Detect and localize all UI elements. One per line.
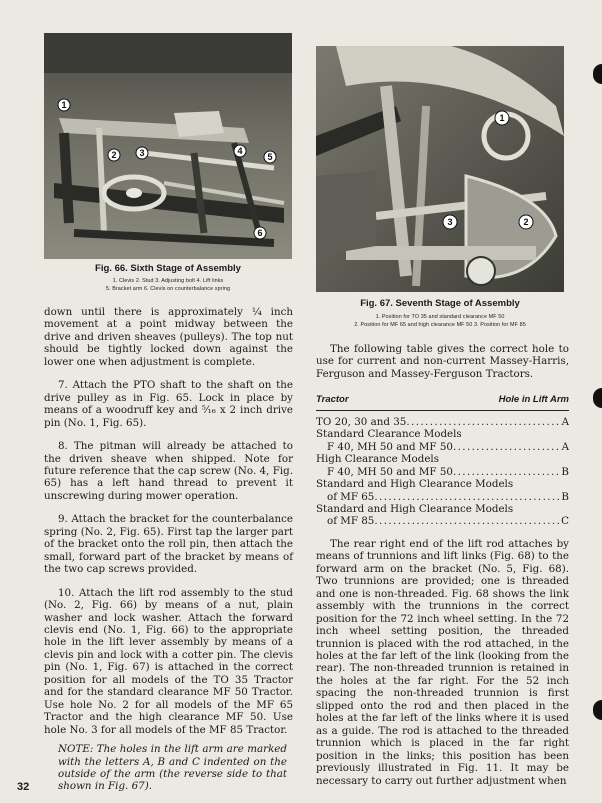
fig66-legend-line1: 1. Clevis 2. Stud 3. Adjusting bolt 4. Lift links xyxy=(112,278,224,284)
fig67-legend-line1: 1. Position for TO 35 and standard clearance MF 50 xyxy=(375,314,505,320)
fig67-photo xyxy=(316,46,564,292)
table-row-label: Standard and High Clearance Models xyxy=(316,502,514,515)
table-row xyxy=(316,515,569,527)
callout-3 xyxy=(136,147,148,159)
paragraph-continued: down until there is approximately ¼ inch movement at a point midway between the drive and driven sheaves (pulleys). The top nut should be tightly locked down against the lower one when adjustment is complete. xyxy=(44,306,293,368)
table-row-label: of MF 85 xyxy=(327,515,375,528)
table-leader-dots xyxy=(453,441,560,453)
callout-5-label: 5 xyxy=(267,152,273,162)
table-row-hole: A xyxy=(561,415,569,428)
table-leader-dots xyxy=(453,466,559,478)
callout-6 xyxy=(254,227,266,239)
binding-mark xyxy=(593,64,602,84)
table-leader-dots xyxy=(374,491,559,503)
table-leader-dots xyxy=(406,416,559,428)
mower-assembly-image xyxy=(44,33,292,259)
fig67-title: Fig. 67. Seventh Stage of Assembly xyxy=(360,298,520,309)
table-row-label: F 40, MH 50 and MF 50 xyxy=(327,465,453,478)
left-column xyxy=(44,306,293,793)
fig66-legend-line2: 5. Bracket arm 6. Clevis on counterbalance spring xyxy=(105,286,231,292)
table-row-label: High Clearance Models xyxy=(316,453,440,466)
paragraph-step-10: 10. Attach the lift rod assembly to the stud (No. 2, Fig. 66) by means of a nut, plain washer and lock washer. Attach the forward clevis end (No. 1, Fig. 66) to the appropriate hole in the lift lever assembly by means of a clevis pin and lock with a cotter pin. The clevis pin (No. 1, Fig. 67) is attached in the correct position for all models of the TO 35 Tractor and for the standard clearance MF 50 Tractor. Use hole No. 2 for all models of the MF 65 Tractor and the high clearance MF 50. Use hole No. 3 for all models of the MF 85 Tractor. xyxy=(44,586,293,736)
fig66-title: Fig. 66. Sixth Stage of Assembly xyxy=(95,263,241,274)
table-rule xyxy=(316,410,569,411)
callout-5 xyxy=(264,151,276,163)
table-row-label: Standard and High Clearance Models xyxy=(316,478,514,491)
table-row xyxy=(316,478,569,490)
callout-3-label: 3 xyxy=(447,217,453,227)
table-row xyxy=(316,466,569,478)
callout-2 xyxy=(108,149,120,161)
callout-2-label: 2 xyxy=(111,150,117,160)
table-row-hole: C xyxy=(561,515,569,528)
callout-1-label: 1 xyxy=(499,113,505,123)
table-leader-dots xyxy=(374,515,559,527)
fig66-photo xyxy=(44,33,292,259)
table-row xyxy=(316,453,569,465)
callout-3 xyxy=(443,215,457,229)
callout-1 xyxy=(58,99,70,111)
callout-1 xyxy=(495,111,509,125)
table-row xyxy=(316,428,569,440)
paragraph-rear-end: The rear right end of the lift rod attaches by means of trunnions and lift links (Fig. 68) to the forward arm on the bracket (No. 5, Fig. 68). Two trunnions are provided; one is threaded and one is non-threaded. Fig. 68 shows the link assembly with the trunnions in the correct position for the 72 inch wheel setting. In the 72 inch wheel setting position, the threaded trunnion is placed with the rod attached, in the holes at the far left of the link (looking from the rear). The non-threaded trunnion is retained in the holes at the far right. For the 52 inch spacing the non-threaded trunnion is first slipped onto the rod and then placed in the holes at the far left of the links where it is used as a guide. The rod is attached to the threaded trunnion which is placed in the far right position in the links; this position has been previously illustrated in Fig. 11. It may be necessary to carry out further adjustment when xyxy=(316,537,569,787)
paragraph-step-7: 7. Attach the PTO shaft to the shaft on the drive pulley as in Fig. 65. Lock in place by means of a woodruff key and ⁵⁄₁₆ x 2 inch drive pin (No. 1, Fig. 65). xyxy=(44,379,293,429)
note-paragraph: NOTE: The holes in the lift arm are marked with the letters A, B and C indented on the outside of the arm (the reverse side to that shown in Fig. 67). xyxy=(58,743,287,793)
table-row xyxy=(316,503,569,515)
paragraph-step-8: 8. The pitman will already be attached to the driven sheave when shipped. Note for future reference that the cap screw (No. 4, Fig. 65) has a left hand thread to prevent it unscrewing during mower operation. xyxy=(44,440,293,502)
binding-mark xyxy=(593,700,602,720)
hole-table xyxy=(316,416,569,528)
callout-4 xyxy=(234,145,246,157)
table-row xyxy=(316,441,569,453)
page-number: 32 xyxy=(17,781,30,793)
table-row-label: TO 20, 30 and 35 xyxy=(316,415,407,428)
callout-3-label: 3 xyxy=(139,148,145,158)
table-intro: The following table gives the correct hole to use for current and non-current Massey-Harris, Ferguson and Massey-Ferguson Tractors. xyxy=(316,343,569,380)
table-row-label: Standard Clearance Models xyxy=(316,428,462,441)
table-row-hole: A xyxy=(561,440,569,453)
table-row xyxy=(316,491,569,503)
paragraph-step-9: 9. Attach the bracket for the counterbalance spring (No. 2, Fig. 65). First tap the larger part of the bracket onto the roll pin, then attach the small, forward part of the bracket by means of the two cap screws provided. xyxy=(44,513,293,576)
callout-2 xyxy=(519,215,533,229)
right-column xyxy=(316,343,569,787)
callout-1-label: 1 xyxy=(61,100,67,110)
binding-mark xyxy=(593,388,602,408)
table-row-hole: B xyxy=(561,465,569,478)
table-header-hole: Hole in Lift Arm xyxy=(498,394,569,406)
callout-4-label: 4 xyxy=(237,146,243,156)
table-row-hole: B xyxy=(561,490,569,503)
table-row xyxy=(316,416,569,428)
callout-6-label: 6 xyxy=(257,228,263,238)
table-row-label: of MF 65 xyxy=(327,490,375,503)
callout-2-label: 2 xyxy=(523,217,529,227)
table-header-tractor: Tractor xyxy=(316,394,349,406)
table-row-label: F 40, MH 50 and MF 50 xyxy=(327,440,453,453)
table-header xyxy=(316,394,569,406)
fig67-legend-line2: 2. Position for MF 65 and high clearance MF 50 3. Position for MF 85 xyxy=(354,322,526,328)
lift-arm-image xyxy=(316,46,564,292)
